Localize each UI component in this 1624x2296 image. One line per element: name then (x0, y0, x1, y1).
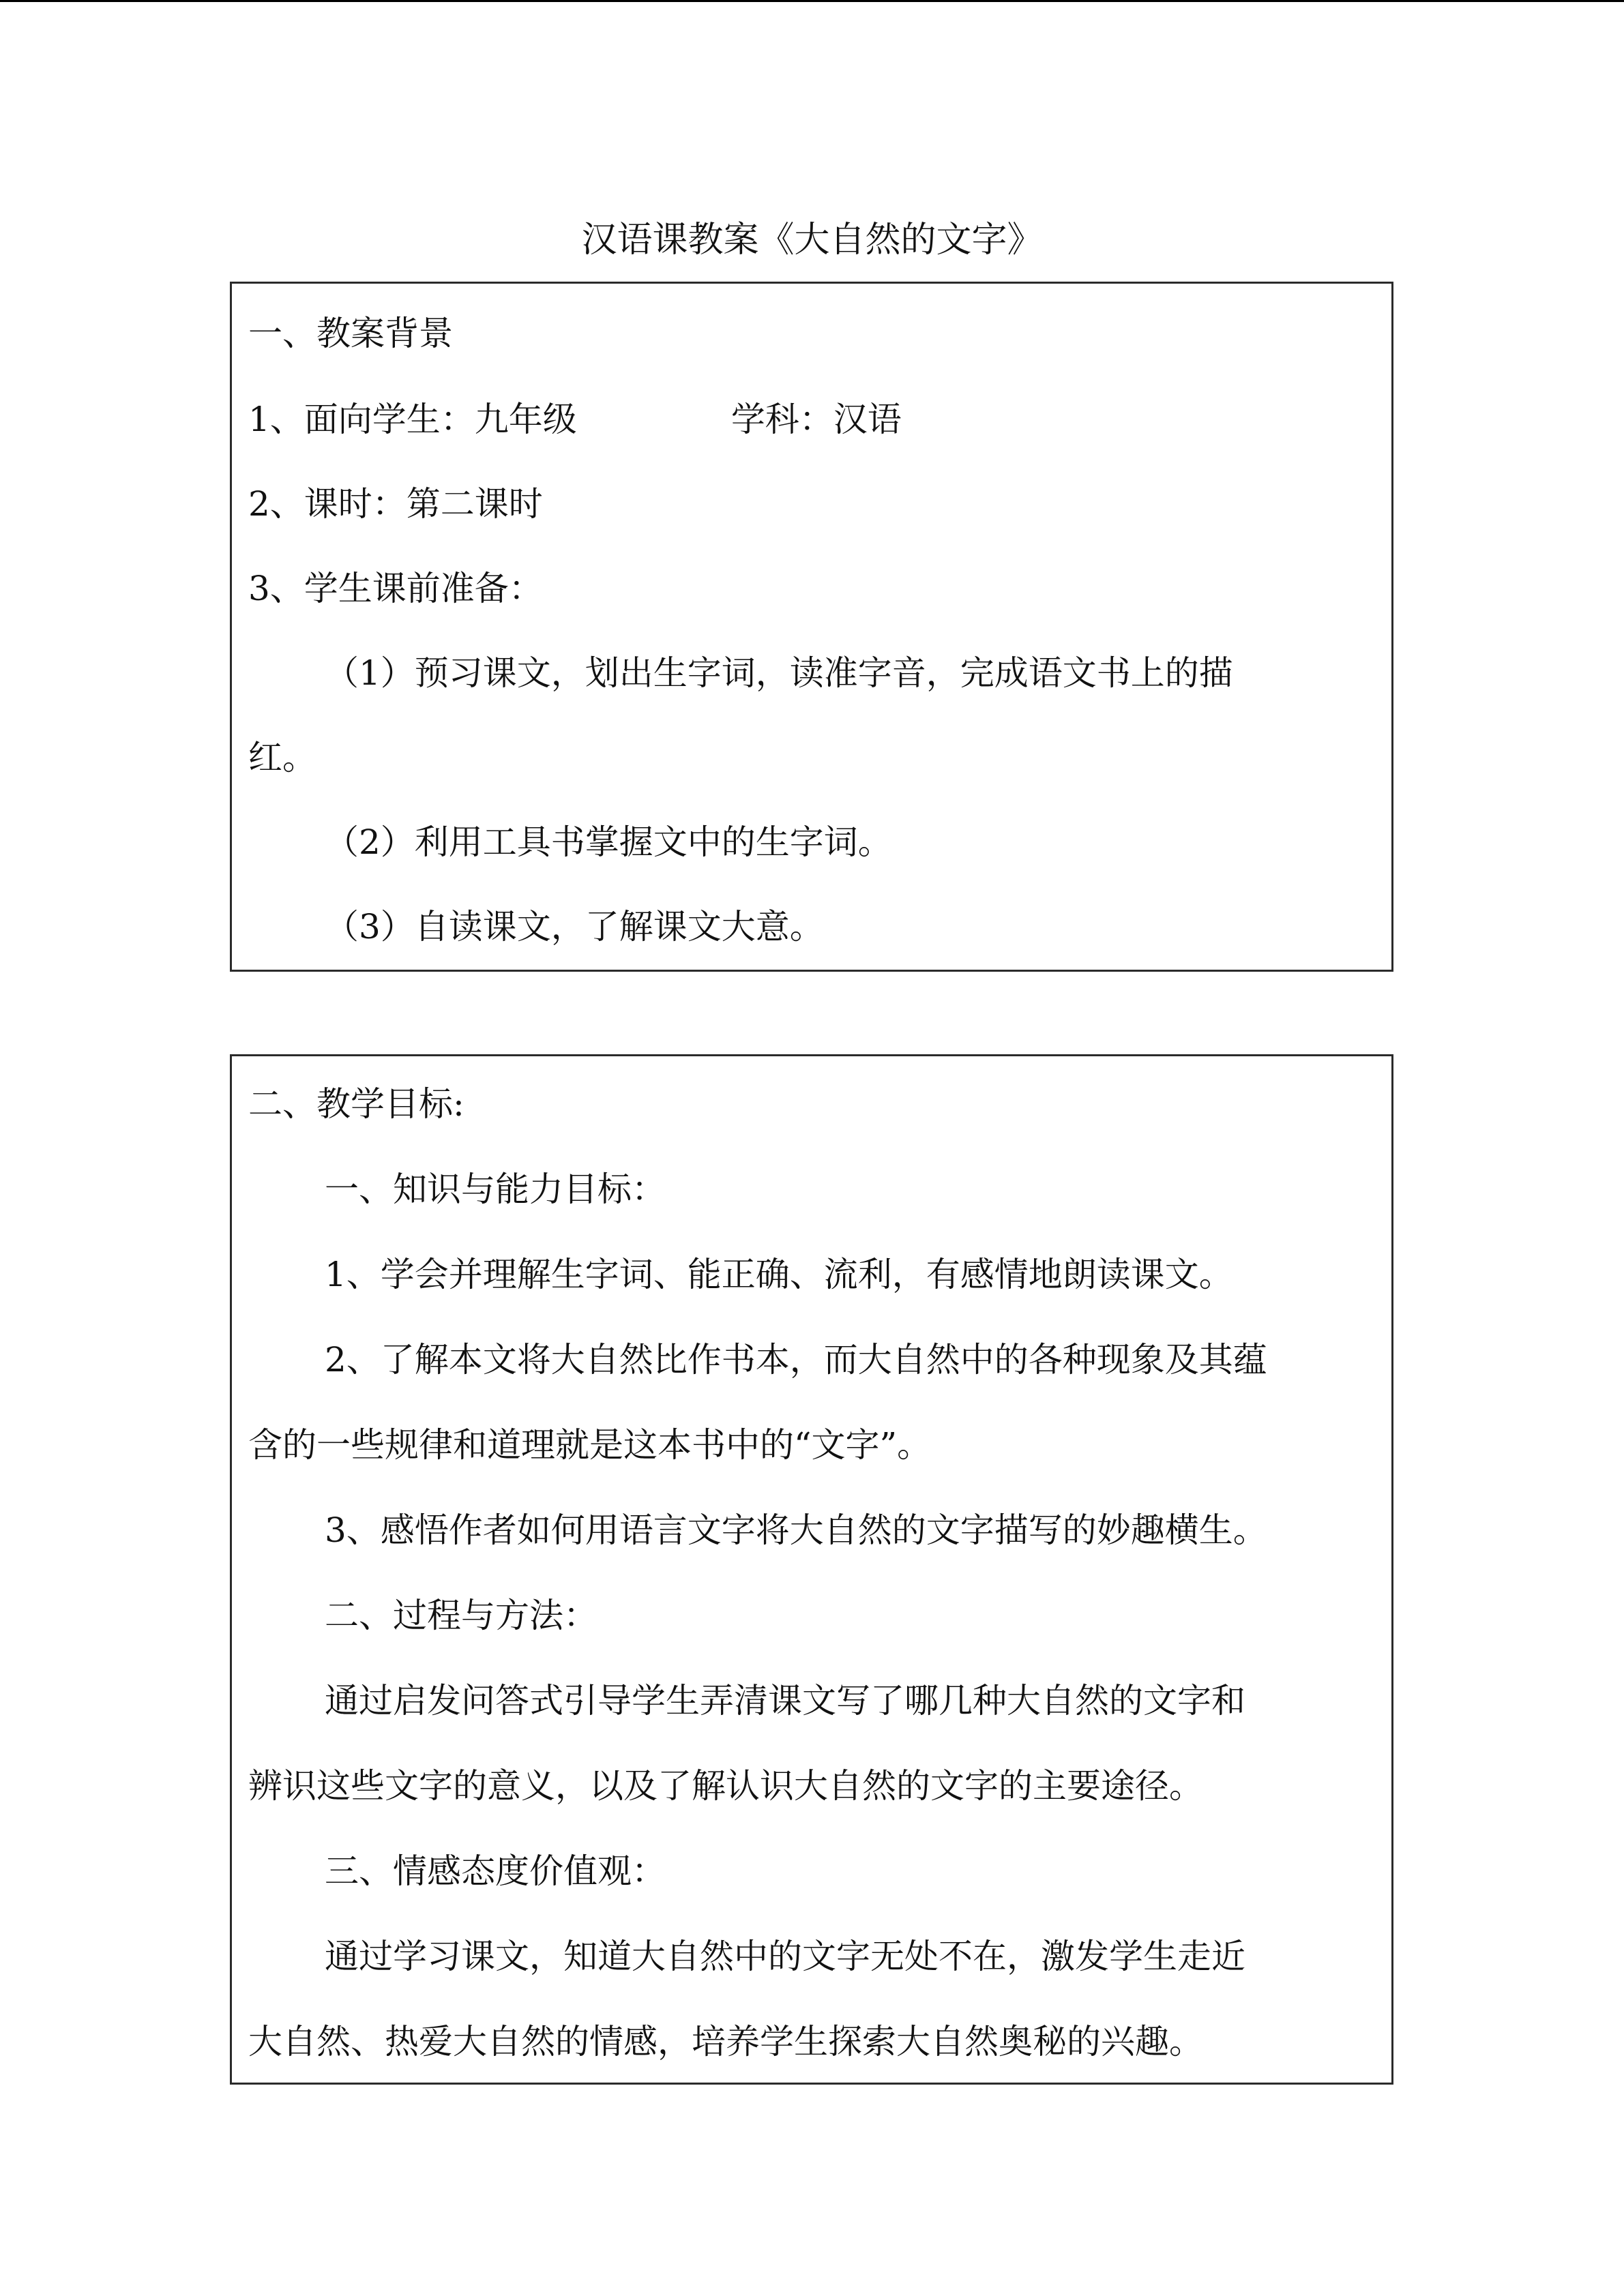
goal-3: 3、感悟作者如何用语言文字将大自然的文字描写的妙趣横生。 (325, 1510, 1267, 1550)
section-heading-background: 一、教案背景 (248, 314, 453, 353)
knowledge-heading: 一、知识与能力目标： (325, 1169, 666, 1209)
goal-2-line-1: 2、了解本文将大自然比作书本，而大自然中的各种现象及其蕴 (325, 1340, 1267, 1380)
preparation-heading: 3、学生课前准备： (248, 569, 543, 608)
goal-2-line-2: 含的一些规律和道理就是这本书中的“文字”。 (248, 1425, 932, 1465)
process-heading: 二、过程与方法： (325, 1596, 597, 1635)
emotion-line-2: 大自然、热爱大自然的情感，培养学生探索大自然奥秘的兴趣。 (248, 2022, 1203, 2061)
lesson-background-box (230, 282, 1393, 972)
preparation-item-3: （3）自读课文，了解课文大意。 (325, 907, 824, 946)
goal-1: 1、学会并理解生字词、能正确、流利，有感情地朗读课文。 (325, 1255, 1233, 1294)
section-heading-objectives: 二、教学目标: (248, 1084, 464, 1124)
class-period-line: 2、课时：第二课时 (248, 484, 543, 524)
subject-text: 学科：汉语 (730, 400, 902, 439)
process-line-2: 辨识这些文字的意义，以及了解认识大自然的文字的主要途径。 (248, 1766, 1203, 1806)
target-students-text: 1、面向学生：九年级 (248, 400, 577, 439)
emotion-heading: 三、情感态度价值观： (325, 1851, 666, 1891)
top-border-rule (0, 0, 1624, 2)
document-title: 汉语课教案《大自然的文字》 (581, 220, 1043, 260)
target-students-line (248, 392, 902, 447)
preparation-item-1-line-2: 红。 (248, 738, 316, 777)
process-line-1: 通过启发问答式引导学生弄清课文写了哪几种大自然的文字和 (325, 1681, 1245, 1720)
teaching-objectives-box (230, 1054, 1393, 2085)
preparation-item-2: （2）利用工具书掌握文中的生字词。 (325, 822, 892, 862)
emotion-line-1: 通过学习课文，知道大自然中的文字无处不在，激发学生走近 (325, 1937, 1245, 1976)
preparation-item-1-line-1: （1）预习课文，划出生字词，读准字音，完成语文书上的描 (325, 653, 1233, 693)
